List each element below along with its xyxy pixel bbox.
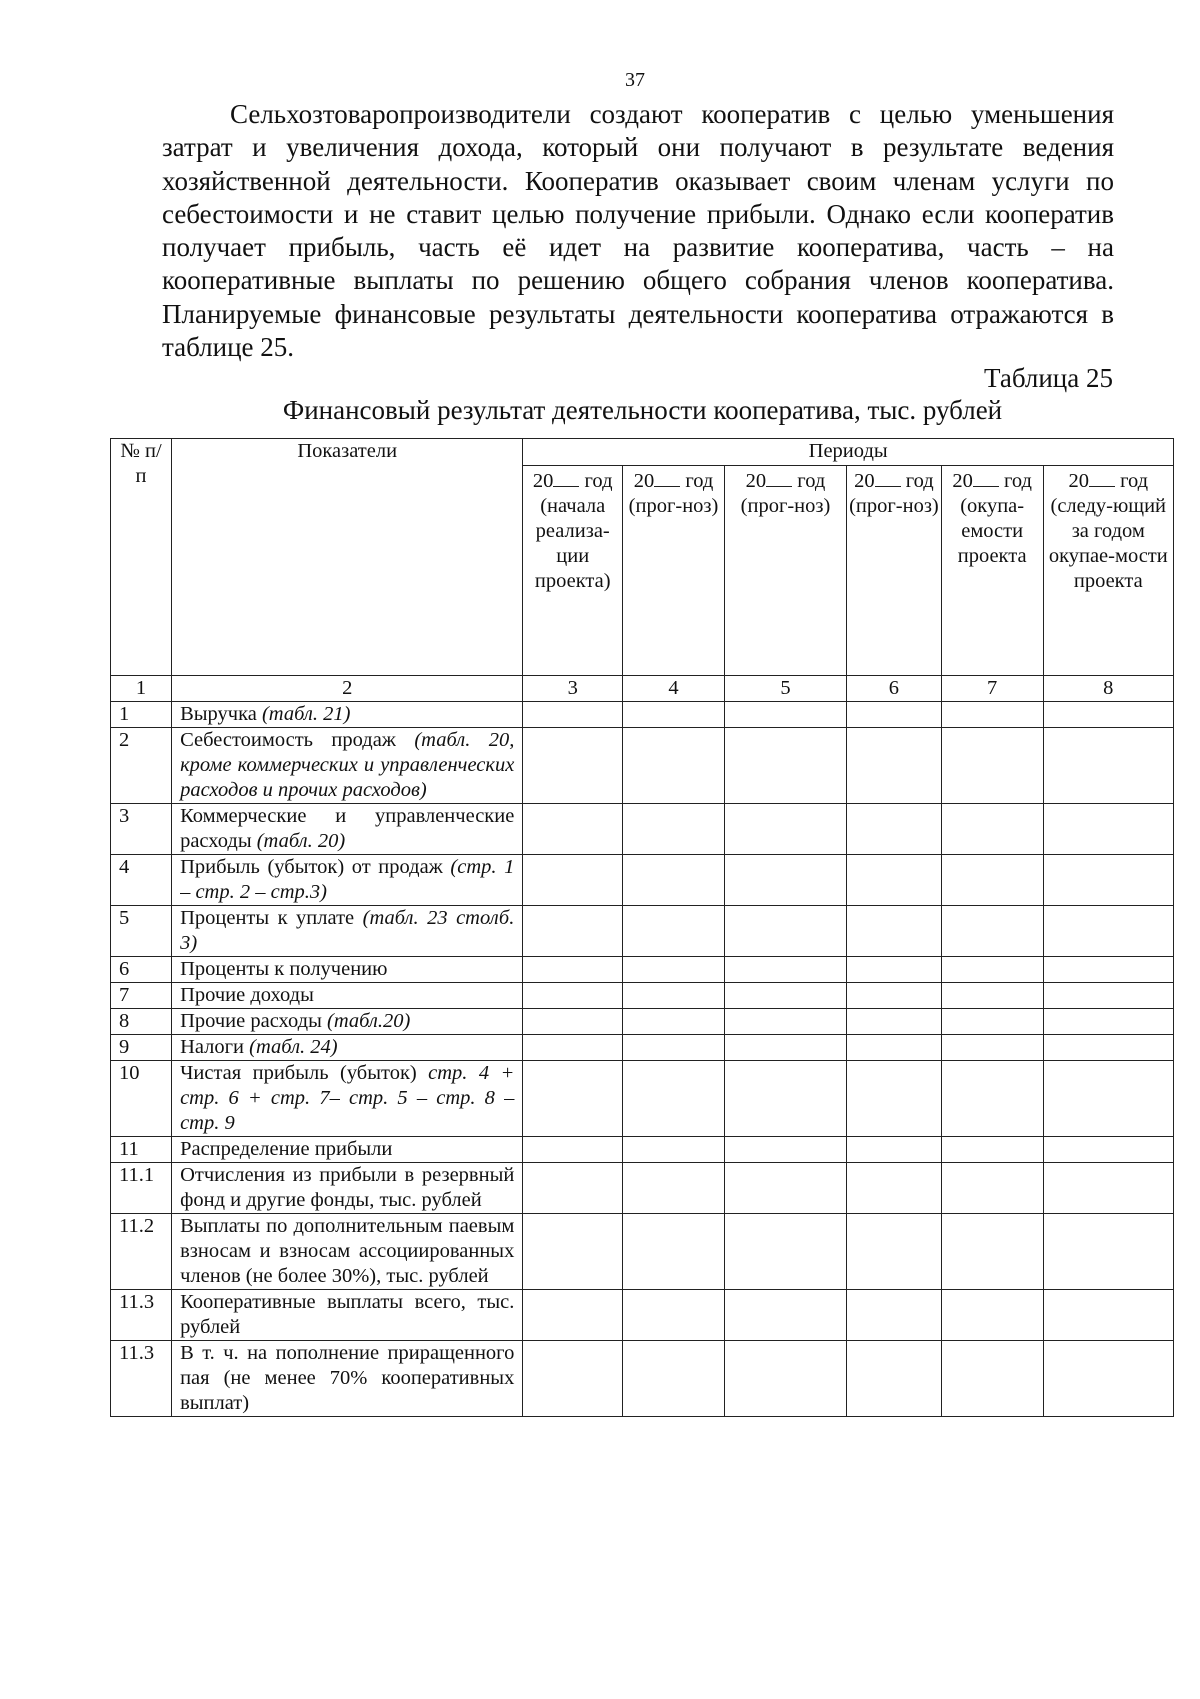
column-number: 7 [941, 676, 1043, 702]
period-label: год (следу-ющий за годом окупае-мости проекта [1048, 470, 1168, 592]
table-row [111, 804, 1174, 855]
period-value-cell[interactable] [941, 1214, 1043, 1290]
row-number: 5 [111, 906, 172, 957]
period-header [941, 466, 1043, 676]
period-value-cell[interactable] [847, 702, 942, 728]
period-value-cell[interactable] [1043, 702, 1173, 728]
indicator-reference: (табл.20) [327, 1010, 411, 1032]
period-value-cell[interactable] [847, 1290, 942, 1341]
table-row [111, 855, 1174, 906]
row-number: 10 [111, 1061, 172, 1137]
table-row [111, 1163, 1174, 1214]
period-value-cell[interactable] [1043, 983, 1173, 1009]
period-label: год (начала реализа-ции проекта) [534, 470, 613, 592]
indicator-cell [172, 1061, 523, 1137]
period-value-cell[interactable] [724, 1163, 846, 1214]
period-value-cell[interactable] [724, 906, 846, 957]
period-value-cell[interactable] [847, 1061, 942, 1137]
column-number: 5 [724, 676, 846, 702]
period-value-cell[interactable] [623, 804, 725, 855]
period-value-cell[interactable] [941, 728, 1043, 804]
period-value-cell[interactable] [623, 1163, 725, 1214]
period-value-cell[interactable] [941, 804, 1043, 855]
row-number: 6 [111, 957, 172, 983]
period-value-cell[interactable] [847, 1137, 942, 1163]
period-value-cell[interactable] [941, 1290, 1043, 1341]
row-number: 3 [111, 804, 172, 855]
period-label: год (прог-ноз) [740, 470, 831, 517]
period-value-cell[interactable] [724, 1009, 846, 1035]
period-value-cell[interactable] [724, 855, 846, 906]
period-header [847, 466, 942, 676]
row-number: 11.2 [111, 1214, 172, 1290]
period-value-cell[interactable] [847, 1009, 942, 1035]
periods-header: Периоды [523, 439, 1174, 466]
intro-paragraph: Сельхозтоваропроизводители создают кооператив с целью уменьшения затрат и увеличения дохода, который они получают в результате ведения хозяйственной деятельности. Кооператив оказывает своим членам услуги по себестоимости и не ставит целью получение прибыли. Однако если кооператив получает прибыль, часть её идет на развитие кооператива, часть – на кооперативные выплаты по решению общего собрания членов кооператива. Планируемые финансовые результаты деятельности кооператива отражаются в таблице 25. [162, 99, 1114, 363]
indicator-label: Проценты к получению [180, 958, 388, 980]
period-label: год (прог-ноз) [849, 470, 939, 517]
indicator-label: Кооперативные выплаты всего, тыс. рублей [180, 1291, 515, 1338]
indicator-cell [172, 1009, 523, 1035]
period-value-cell[interactable] [724, 957, 846, 983]
period-value-cell[interactable] [847, 957, 942, 983]
indicator-reference: (стр. 1 – стр. 2 – стр.3) [180, 856, 515, 903]
year-blank [1089, 468, 1115, 487]
year-prefix: 20 [854, 470, 875, 492]
indicator-cell [172, 957, 523, 983]
period-value-cell[interactable] [1043, 957, 1173, 983]
period-value-cell[interactable] [941, 906, 1043, 957]
row-number: 9 [111, 1035, 172, 1061]
indicator-cell [172, 906, 523, 957]
year-blank [654, 468, 680, 487]
year-prefix: 20 [745, 470, 767, 492]
period-value-cell[interactable] [523, 804, 623, 855]
period-value-cell[interactable] [1043, 1009, 1173, 1035]
period-value-cell[interactable] [623, 855, 725, 906]
header-row-top [111, 439, 1174, 466]
period-value-cell[interactable] [941, 1137, 1043, 1163]
table-row [111, 1341, 1174, 1417]
row-number: 11.1 [111, 1163, 172, 1214]
period-value-cell[interactable] [724, 804, 846, 855]
period-label: год (окупа-емости проекта [957, 470, 1032, 567]
indicator-label: Прибыль (убыток) от продаж [180, 856, 443, 878]
period-value-cell[interactable] [847, 983, 942, 1009]
period-value-cell[interactable] [523, 702, 623, 728]
period-value-cell[interactable] [623, 983, 725, 1009]
indicator-reference: (табл. 21) [261, 703, 351, 725]
indicator-label: Распределение прибыли [180, 1138, 393, 1160]
indicator-label: Коммерческие и управленческие расходы [180, 805, 515, 852]
period-value-cell[interactable] [1043, 1290, 1173, 1341]
period-value-cell[interactable] [724, 1341, 846, 1417]
year-blank [553, 468, 579, 487]
table-row [111, 1137, 1174, 1163]
column-number: 4 [623, 676, 725, 702]
period-value-cell[interactable] [847, 1163, 942, 1214]
period-value-cell[interactable] [847, 1035, 942, 1061]
period-value-cell[interactable] [1043, 1061, 1173, 1137]
period-value-cell[interactable] [724, 702, 846, 728]
period-value-cell[interactable] [847, 1341, 942, 1417]
row-number: 8 [111, 1009, 172, 1035]
period-value-cell[interactable] [523, 983, 623, 1009]
indicators-column-header: Показатели [172, 439, 523, 676]
period-value-cell[interactable] [623, 728, 725, 804]
table-body [111, 702, 1174, 1417]
year-prefix: 20 [633, 470, 655, 492]
period-value-cell[interactable] [724, 728, 846, 804]
indicator-cell [172, 1035, 523, 1061]
year-prefix: 20 [952, 470, 973, 492]
period-value-cell[interactable] [724, 1035, 846, 1061]
period-value-cell[interactable] [623, 1035, 725, 1061]
period-header [623, 466, 725, 676]
indicator-label: В т. ч. на пополнение приращенного пая (не менее 70% кооперативных выплат) [180, 1342, 515, 1414]
table-row [111, 906, 1174, 957]
period-value-cell[interactable] [847, 855, 942, 906]
period-value-cell[interactable] [724, 983, 846, 1009]
table-title: Финансовый результат деятельности кооператива, тыс. рублей [282, 395, 1003, 425]
row-number: 1 [111, 702, 172, 728]
indicator-label: Прочие доходы [180, 984, 314, 1006]
indicator-cell [172, 1214, 523, 1290]
period-value-cell[interactable] [523, 1214, 623, 1290]
page-number: 37 [625, 69, 645, 91]
indicator-reference: (табл. 20) [256, 830, 346, 852]
indicator-cell [172, 1290, 523, 1341]
column-number: 6 [847, 676, 942, 702]
period-value-cell[interactable] [941, 1009, 1043, 1035]
table-header [111, 439, 1174, 702]
period-value-cell[interactable] [623, 1341, 725, 1417]
period-value-cell[interactable] [724, 1137, 846, 1163]
indicator-label: Чистая прибыль (убыток) [180, 1062, 417, 1084]
year-prefix: 20 [532, 470, 554, 492]
period-value-cell[interactable] [941, 983, 1043, 1009]
column-number: 1 [111, 676, 172, 702]
period-value-cell[interactable] [623, 906, 725, 957]
financial-results-table [110, 438, 1174, 1417]
period-value-cell[interactable] [724, 1214, 846, 1290]
period-value-cell[interactable] [847, 1214, 942, 1290]
period-header [523, 466, 623, 676]
period-value-cell[interactable] [847, 804, 942, 855]
indicator-cell [172, 804, 523, 855]
table-row [111, 1214, 1174, 1290]
row-number: 11.3 [111, 1290, 172, 1341]
year-blank [973, 468, 999, 487]
period-value-cell[interactable] [941, 1061, 1043, 1137]
indicator-reference: (табл. 23 столб. 3) [180, 907, 515, 954]
period-value-cell[interactable] [1043, 855, 1173, 906]
period-value-cell[interactable] [623, 702, 725, 728]
indicator-label: Выручка [180, 703, 257, 725]
period-value-cell[interactable] [1043, 1035, 1173, 1061]
period-value-cell[interactable] [1043, 1341, 1173, 1417]
table-row [111, 1061, 1174, 1137]
period-value-cell[interactable] [941, 1341, 1043, 1417]
period-value-cell[interactable] [523, 1341, 623, 1417]
indicator-cell [172, 1163, 523, 1214]
period-value-cell[interactable] [941, 1163, 1043, 1214]
column-number: 2 [172, 676, 523, 702]
indicator-cell [172, 728, 523, 804]
period-value-cell[interactable] [941, 1035, 1043, 1061]
indicator-label: Проценты к уплате [180, 907, 355, 929]
indicator-cell [172, 855, 523, 906]
period-value-cell[interactable] [1043, 1163, 1173, 1214]
period-value-cell[interactable] [1043, 1214, 1173, 1290]
period-value-cell[interactable] [523, 855, 623, 906]
period-header [1043, 466, 1173, 676]
period-value-cell[interactable] [847, 728, 942, 804]
period-value-cell[interactable] [941, 855, 1043, 906]
period-header [724, 466, 846, 676]
row-number: 11.3 [111, 1341, 172, 1417]
column-number: 8 [1043, 676, 1173, 702]
indicator-label: Выплаты по дополнительным паевым взносам и взносам ассоциированных членов (не более 30%), тыс. рублей [180, 1215, 515, 1287]
period-value-cell[interactable] [623, 957, 725, 983]
period-value-cell[interactable] [523, 728, 623, 804]
period-value-cell[interactable] [623, 1137, 725, 1163]
indicator-cell [172, 702, 523, 728]
row-number: 4 [111, 855, 172, 906]
period-value-cell[interactable] [523, 1009, 623, 1035]
indicator-cell [172, 1341, 523, 1417]
indicator-reference: (табл. 20, кроме коммерческих и управленческих расходов и прочих расходов) [180, 729, 515, 801]
table-row [111, 1035, 1174, 1061]
year-prefix: 20 [1068, 470, 1089, 492]
period-value-cell[interactable] [724, 1290, 846, 1341]
indicator-label: Себестоимость продаж [180, 729, 396, 751]
indicator-cell [172, 1137, 523, 1163]
row-number: 11 [111, 1137, 172, 1163]
period-value-cell[interactable] [724, 1061, 846, 1137]
period-value-cell[interactable] [1043, 906, 1173, 957]
table-row [111, 728, 1174, 804]
period-value-cell[interactable] [523, 1061, 623, 1137]
period-value-cell[interactable] [523, 957, 623, 983]
period-value-cell[interactable] [941, 702, 1043, 728]
period-value-cell[interactable] [523, 1035, 623, 1061]
row-number: 2 [111, 728, 172, 804]
year-blank [766, 468, 792, 487]
period-label: год (прог-ноз) [628, 470, 719, 517]
indicator-label: Отчисления из прибыли в резервный фонд и другие фонды, тыс. рублей [180, 1164, 515, 1211]
table-row [111, 957, 1174, 983]
period-value-cell[interactable] [623, 1290, 725, 1341]
period-value-cell[interactable] [847, 906, 942, 957]
period-value-cell[interactable] [523, 1290, 623, 1341]
period-value-cell[interactable] [623, 1009, 725, 1035]
table-row [111, 983, 1174, 1009]
table-row [111, 1009, 1174, 1035]
period-value-cell[interactable] [941, 957, 1043, 983]
indicator-reference: (табл. 24) [249, 1036, 338, 1058]
period-value-cell[interactable] [1043, 728, 1173, 804]
table-number-label: Таблица 25 [984, 363, 1113, 393]
row-number: 7 [111, 983, 172, 1009]
period-value-cell[interactable] [1043, 1137, 1173, 1163]
indicator-reference: стр. 4 + стр. 6 + стр. 7– стр. 5 – стр. 8 – стр. 9 [180, 1062, 515, 1134]
indicator-label: Налоги [180, 1036, 245, 1058]
period-value-cell[interactable] [1043, 804, 1173, 855]
indicator-label: Прочие расходы [180, 1010, 322, 1032]
table-row [111, 702, 1174, 728]
period-value-cell[interactable] [623, 1061, 725, 1137]
indicator-cell [172, 983, 523, 1009]
period-value-cell[interactable] [623, 1214, 725, 1290]
period-value-cell[interactable] [523, 906, 623, 957]
table-row [111, 1290, 1174, 1341]
year-blank [875, 468, 901, 487]
period-value-cell[interactable] [523, 1163, 623, 1214]
column-numbers-row [111, 676, 1174, 702]
num-column-header: № п/п [111, 439, 172, 676]
period-value-cell[interactable] [523, 1137, 623, 1163]
column-number: 3 [523, 676, 623, 702]
